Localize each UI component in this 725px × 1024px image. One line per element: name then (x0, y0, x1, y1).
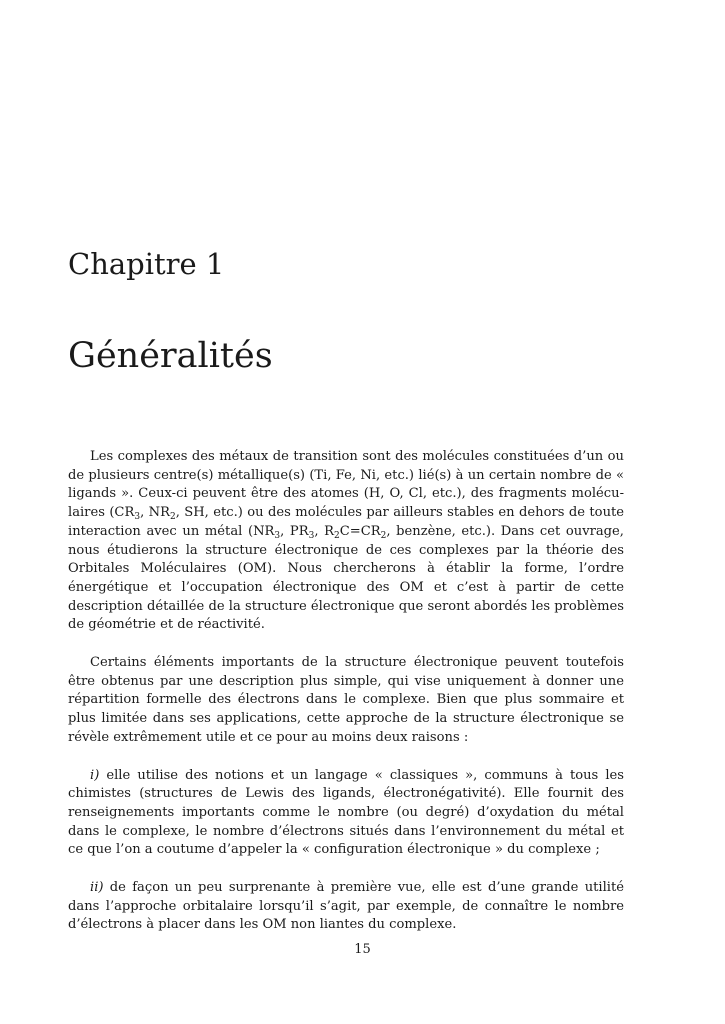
text-run: Certains éléments importants de la structure électronique peuvent toutefois être obtenus par une description plus simple, qui vise uniquement à donner une répartition formelle des électrons dans le complexe. Bien que plus sommaire et plus limitée dans ses applications, cette approche de la structure électronique se révèle extrêmement utile et ce pour au moins deux raisons : (68, 655, 624, 745)
page-number: 15 (354, 942, 371, 957)
text-run: , R (314, 523, 335, 539)
subscript: 3 (308, 530, 315, 541)
text-run: de façon un peu surprenante à première vue, elle est d’une grande utilité dans l’approche orbitalaire lorsqu’il s’agit, par exemple, de connaître le nombre d’électrons à placer dans les OM non liantes du complexe. (68, 880, 624, 933)
subscript: 3 (274, 530, 281, 541)
subscript: 2 (169, 512, 176, 523)
paragraph-1 (68, 448, 624, 635)
subscript: 2 (334, 530, 340, 541)
body-text (68, 448, 624, 954)
text-run: C=CR (339, 523, 381, 539)
chapter-label: Chapitre 1 (68, 247, 225, 281)
text-run: elle utilise des notions et un langage « classiques », communs à tous les chimistes (structures de Lewis des ligands, électronégativité). Elle fournit des renseignements importants comme le nombre (ou degré) d’oxydation du métal dans le complexe, le nombre d’électrons situés dans l’environnement du métal et ce que l’on a coutume d’appeler la « configuration électronique » du complexe ; (68, 767, 624, 858)
paragraph-2 (68, 654, 624, 748)
list-marker: i) (90, 767, 100, 783)
paragraph-4 (68, 879, 624, 935)
text-run: , SH, etc.) ou des molécules par ailleurs stables en dehors de toute interaction avec un métal (NR (68, 505, 625, 539)
text-run: , NR (140, 505, 170, 521)
text-run: Les complexes des métaux de transition sont des molécules constituées d’un ou de plusieurs centre(s) métallique(s) (Ti, Fe, Ni, etc.) lié(s) à un certain nombre de « ligands ». Ceux-ci peuvent être des atomes (H, O, Cl, etc.), des fragments moléculaires (CR (68, 449, 624, 521)
chapter-title: Généralités (68, 336, 273, 376)
subscript: 2 (380, 530, 387, 541)
subscript: 3 (134, 512, 141, 523)
paragraph-3 (68, 767, 624, 861)
text-run: , benzène, etc.). Dans cet ouvrage, nous étudierons la structure électronique de ces complexes par la théorie des Orbitales Moléculaires (OM). Nous chercherons à établir la forme, l’ordre énergétique et l’occupation électronique des OM et c’est à partir de cette description détaillée de la structure électronique que seront abordés les problèmes de géométrie et de réactivité. (68, 523, 624, 633)
text-run: , PR (280, 523, 309, 539)
list-marker: ii) (90, 880, 104, 896)
